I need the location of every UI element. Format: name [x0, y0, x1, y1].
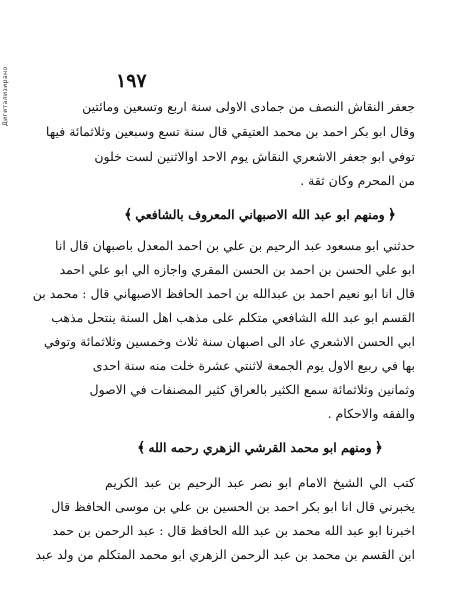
section-heading-text: ومنهم ابو عبد الله الاصبهاني المعروف بالشافعي	[135, 207, 385, 222]
text-line: كتب الي الشيخ الامام ابو نصر عبد الرحيم بن عبد الكريم	[105, 475, 415, 490]
text-line: يخبرني قال انا ابو بكر احمد بن الحسين بن علي بن موسى الحافظ قال	[51, 499, 415, 514]
page-number: ١٩٧	[116, 70, 147, 92]
text-line: وقال ابو بكر احمد بن محمد العتيقي قال سنة تسع وسبعين وثلاثمائة فيها	[45, 124, 415, 139]
text-line: ابي الحسن الاشعري عاد الى اصبهان سنة ثلاث وخمسين وثلاثمائة وتوفي	[43, 334, 415, 349]
text-line: جعفر النقاش النصف من جمادى الاولى سنة اربع وتسعين ومائتين	[82, 99, 415, 114]
text-line: ابو علي الحسن بن احمد بن الحسن المقري واجازه الي ابو علي احمد	[59, 262, 415, 277]
ornament-close: ﴾	[137, 440, 146, 456]
ornament-open: ﴿	[387, 207, 396, 223]
section-heading	[105, 440, 415, 456]
text-line: اخبرنا ابو عبد الله محمد بن عبد الله الحافظ قال : عبد الرحمن بن حمد	[52, 523, 415, 538]
text-line: والفقه والاحكام .	[327, 406, 415, 421]
ornament-open: ﴿	[374, 440, 383, 456]
text-line: بها في ربيع الاول يوم الجمعة لاثنتي عشرة خلت منه سنة احدى	[92, 358, 415, 373]
section-heading	[105, 207, 415, 223]
margin-stamp: Дигитализирано	[2, 66, 9, 126]
text-line: قال انا ابو نعيم احمد بن عبدالله بن احمد الحافظ الاصبهاني قال : محمد بن	[32, 286, 415, 301]
text-line: القسم ابو عبد الله الشافعي متكلم على مذهب اهل السنة ينتحل مذهب	[51, 310, 415, 325]
text-line: وثمانين وثلاثمائة سمع الكثير بالعراق كثير المصنفات في الاصول	[89, 382, 415, 397]
text-line: توفي ابو جعفر الاشعري النقاش يوم الاحد اوالاثنين لست خلون	[94, 149, 415, 164]
text-line: حدثني ابو مسعود عبد الرحيم بن علي بن احمد المعدل باصبهان قال انا	[55, 238, 415, 253]
text-line: ابن القسم بن محمد بن عبد الرحمن الزهري ابو محمد المتكلم من ولد عبد	[35, 547, 415, 562]
ornament-close: ﴾	[124, 207, 133, 223]
text-line: من المحرم وكان ثقة .	[300, 173, 415, 188]
section-heading-text: ومنهم ابو محمد القرشي الزهري رحمه الله	[148, 440, 372, 455]
